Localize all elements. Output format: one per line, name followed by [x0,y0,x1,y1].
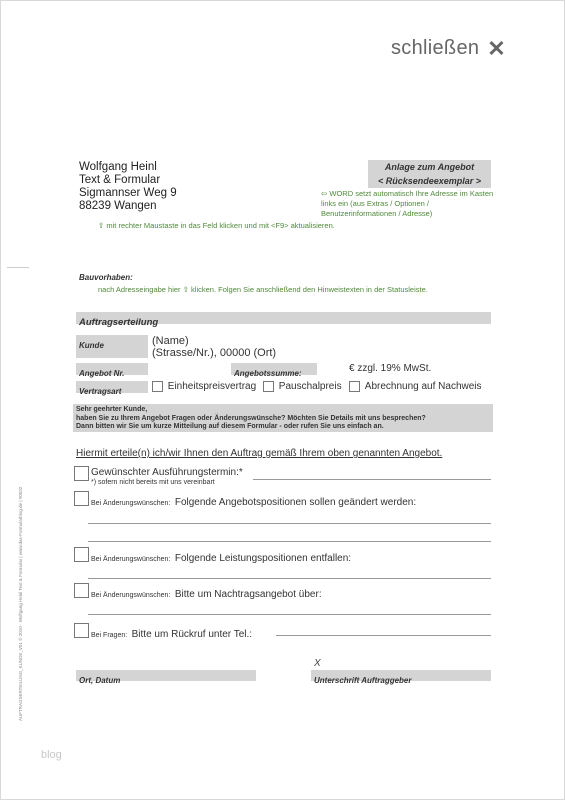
bauvorhaben-hint[interactable] [98,285,428,295]
item4-label [91,584,322,602]
anlage-box [368,160,491,188]
termin-line[interactable] [253,479,491,480]
item3-line[interactable] [88,578,491,579]
bauvorhaben-hint-pre: nach Adresseingabe hier [98,285,181,294]
angebot-nr-label: Angebot Nr. [79,369,125,378]
bauvorhaben-label: Bauvorhaben: [79,273,133,282]
item5-text: Bitte um Rückruf unter Tel.: [131,629,253,640]
item3-prefix: Bei Änderungswünschen: [91,556,171,563]
checkbox-termin[interactable] [74,466,89,481]
item2-label [91,492,416,510]
sender-address [79,161,177,213]
bauvorhaben-hint-post: klicken. Folgen Sie anschließend den Hinweistexten in der Statusleiste. [191,285,428,294]
sender-street: Sigmannser Weg 9 [79,187,177,199]
intro-line1: Sehr geehrter Kunde, [76,406,148,413]
update-hint-text: mit rechter Maustaste in das Feld klicken und mit <F9> aktualisieren. [106,221,335,230]
checkbox-nachweis[interactable] [349,381,360,392]
sender-city: 88239 Wangen [79,200,157,212]
checkbox-leistungen-entfallen[interactable] [74,547,89,562]
kunde-label: Kunde [79,341,104,350]
checkbox-nachtragsangebot[interactable] [74,583,89,598]
vertragsart-label: Vertragsart [79,387,122,396]
arrow-up-icon: ⇧ [182,285,189,294]
item3-text: Folgende Leistungspositionen entfallen: [174,553,352,564]
close-link[interactable] [391,37,506,60]
checkbox-positionen-aendern[interactable] [74,491,89,506]
auftragserteilung-title: Auftragserteilung [79,317,159,328]
footer-watermark: blog [41,749,62,761]
kunde-name[interactable]: (Name) [152,335,189,347]
checkbox-einheitspreis[interactable] [152,381,163,392]
word-hint-text: WORD setzt automatisch Ihre Adresse im Kasten links ein (aus Extras / Optionen / Benutzerinformationen / Adresse) [321,189,494,218]
angebotssumme-label: Angebotssumme: [234,369,302,378]
option-nachweis[interactable] [349,381,482,392]
kunde-address[interactable]: (Strasse/Nr.), 00000 (Ort) [152,347,277,359]
close-label: schließen [391,37,480,59]
intro-line3: Dann bitten wir Sie um kurze Mitteilung auf diesem Formular - oder rufen Sie uns einfach an. [76,423,384,430]
arrow-left-icon: ⇦ [321,189,328,198]
item3-label [91,548,351,566]
angebotssumme-value[interactable]: € zzgl. 19% MwSt. [349,363,432,374]
sender-line2: Text & Formular [79,174,161,186]
close-icon[interactable]: ✕ [487,35,507,61]
option-label: Pauschalpreis [278,381,342,393]
auftragserteilung-bar [76,312,491,328]
intro-box [73,404,493,432]
signature-x-mark: X [314,658,321,669]
termin-note: *) sofern nicht bereits mit uns vereinbart [91,479,215,486]
update-hint [98,221,335,231]
fold-mark [7,267,29,268]
item5-label [91,624,252,642]
arrow-up-icon: ⇧ [98,221,105,230]
item4-prefix: Bei Änderungswünschen: [91,592,171,599]
sender-name: Wolfgang Heinl [79,161,157,173]
item2-prefix: Bei Änderungswünschen: [91,500,171,507]
side-reference-text: AUFTRAGSERTEILUNG_KUNDE_V01 © 2010 · Wolfgang Heinl Text & Formular | www.das-Formularblog.de | #0032 [18,486,23,721]
option-label: Einheitspreisvertrag [167,381,257,393]
anlage-subtitle: < Rücksendeexemplar > [377,176,482,186]
item2-text: Folgende Angebotspositionen sollen geändert werden: [174,497,417,508]
item5-prefix: Bei Fragen: [91,632,128,639]
hiermit-statement: Hiermit erteile(n) ich/wir Ihnen den Auftrag gemäß Ihrem oben genannten Angebot. [76,448,443,459]
angebotssumme-box [231,363,317,378]
option-einheitspreis[interactable] [152,381,256,392]
telefon-line[interactable] [276,635,491,636]
ort-datum-label: Ort, Datum [79,676,121,685]
ort-datum-box[interactable] [76,670,256,685]
vertragsart-box [76,381,148,396]
termin-label: Gewünschter Ausführungstermin:* [91,467,243,478]
kunde-label-box [76,335,148,358]
item2-line-2[interactable] [88,541,491,542]
anlage-title: Anlage zum Angebot [384,162,475,172]
checkbox-rueckruf[interactable] [74,623,89,638]
word-hint [321,189,496,219]
option-label: Abrechnung auf Nachweis [364,381,482,393]
intro-line2: haben Sie zu Ihrem Angebot Fragen oder Änderungswünsche? Möchten Sie Details mit uns besprechen? [76,414,426,422]
unterschrift-box[interactable] [311,670,491,685]
item4-line[interactable] [88,614,491,615]
item2-line-1[interactable] [88,523,491,524]
angebot-nr-box [76,363,148,378]
unterschrift-label: Unterschrift Auftraggeber [314,676,412,685]
item4-text: Bitte um Nachtragsangebot über: [174,589,322,600]
checkbox-pauschalpreis[interactable] [263,381,274,392]
option-pauschalpreis[interactable] [263,381,342,392]
